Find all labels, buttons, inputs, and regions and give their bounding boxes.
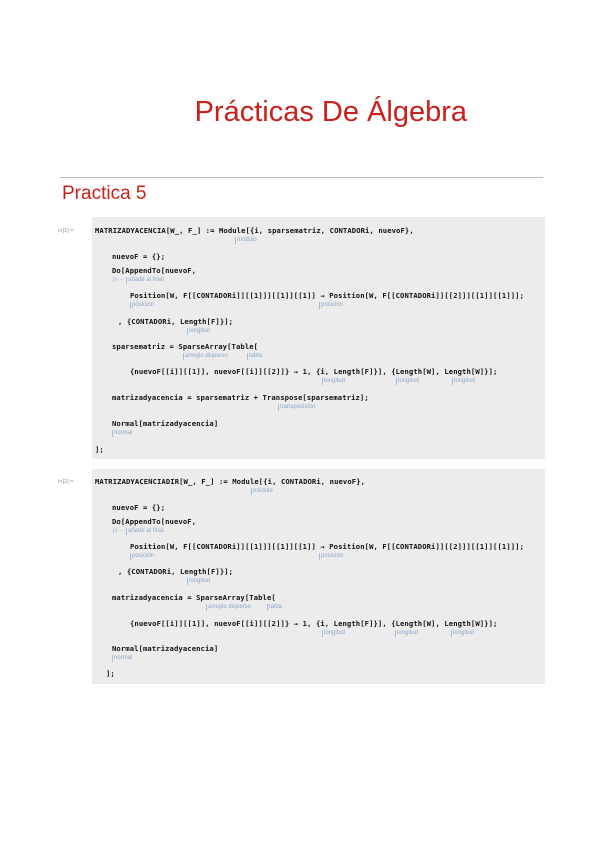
annotation-label: longitud	[324, 378, 346, 384]
annotation-label: arreglo disperso	[185, 353, 229, 359]
annotation-label: longitud	[189, 578, 211, 584]
code-line[interactable]: Do[AppendTo[nuevoF,	[112, 266, 197, 275]
code-line[interactable]: {nuevoF[[i]][[1]], nuevoF[[i]][[2]]} → 1, {i, Length[F]}], {Length[W], Length[W]}];	[130, 619, 498, 628]
annotation-label: transposición	[280, 404, 316, 410]
annotation-label: posición	[321, 302, 344, 308]
code-line[interactable]: {nuevoF[[i]][[1]], nuevoF[[i]][[2]]} → 1, {i, Length[F]}], {Length[W], Length[W]}];	[130, 367, 498, 376]
annotation-label: tabla	[269, 604, 283, 610]
code-line[interactable]: ];	[106, 669, 115, 678]
annotation-label: normal	[114, 430, 133, 436]
code-line[interactable]: Do[AppendTo[nuevoF,	[112, 517, 197, 526]
code-line[interactable]: matrizadyacencia = sparsematriz + Transpose[sparsematriz];	[112, 393, 369, 402]
annotation-label: longitud	[189, 328, 211, 334]
annotation-label: módulo	[253, 488, 273, 494]
code-line[interactable]: , {CONTADORi, Length[F]}];	[118, 317, 234, 326]
annotation-label: añade al final	[128, 277, 164, 283]
annotation-label: añade al final	[128, 528, 164, 534]
annotation-label: módulo	[237, 237, 257, 243]
input-label-2: In[2]:=	[58, 479, 74, 485]
annotation-label: posición	[321, 553, 344, 559]
annotation-label: tabla	[249, 353, 263, 359]
annotation-label: longitud	[397, 630, 419, 636]
annotation-label: ⌊r···	[113, 528, 124, 534]
code-line[interactable]: MATRIZADYACENCIA[W_, F_] := Module[{i, sparsematriz, CONTADORi, nuevoF},	[95, 226, 414, 235]
code-line[interactable]: nuevoF = {};	[112, 252, 166, 261]
annotation-label: longitud	[454, 378, 476, 384]
title-rule	[60, 177, 543, 178]
annotation-label: arreglo disperso	[208, 604, 252, 610]
code-line[interactable]: Normal[matrizadyacencia]	[112, 419, 219, 428]
code-line[interactable]: MATRIZADYACENCIADIR[W_, F_] := Module[{i, CONTADORi, nuevoF},	[95, 477, 366, 486]
annotation-label: longitud	[453, 630, 475, 636]
code-line[interactable]: nuevoF = {};	[112, 503, 166, 512]
annotation-label: posición	[132, 302, 155, 308]
code-line[interactable]: Position[W, F[[CONTADORi]][[1]]][[1]][[1]] → Position[W, F[[CONTADORi]][[2]]][[1]][[1]]];	[130, 291, 525, 300]
input-label-1: In[1]:=	[58, 228, 74, 234]
code-line[interactable]: Position[W, F[[CONTADORi]][[1]]][[1]][[1]] → Position[W, F[[CONTADORi]][[2]]][[1]][[1]]];	[130, 542, 525, 551]
annotation-label: posición	[132, 553, 155, 559]
code-line[interactable]: sparsematriz = SparseArray[Table[	[112, 342, 259, 351]
annotation-label: longitud	[324, 630, 346, 636]
code-line[interactable]: matrizadyacencia = SparseArray[Table[	[112, 593, 276, 602]
page-title: Prácticas De Álgebra	[194, 96, 467, 128]
annotation-label: normal	[114, 655, 133, 661]
code-line[interactable]: , {CONTADORi, Length[F]}];	[118, 567, 234, 576]
annotation-label: ⌊r···	[113, 277, 124, 283]
code-line[interactable]: ];	[95, 445, 104, 454]
code-line[interactable]: Normal[matrizadyacencia]	[112, 644, 219, 653]
annotation-label: longitud	[398, 378, 420, 384]
section-heading: Practica 5	[62, 183, 147, 204]
